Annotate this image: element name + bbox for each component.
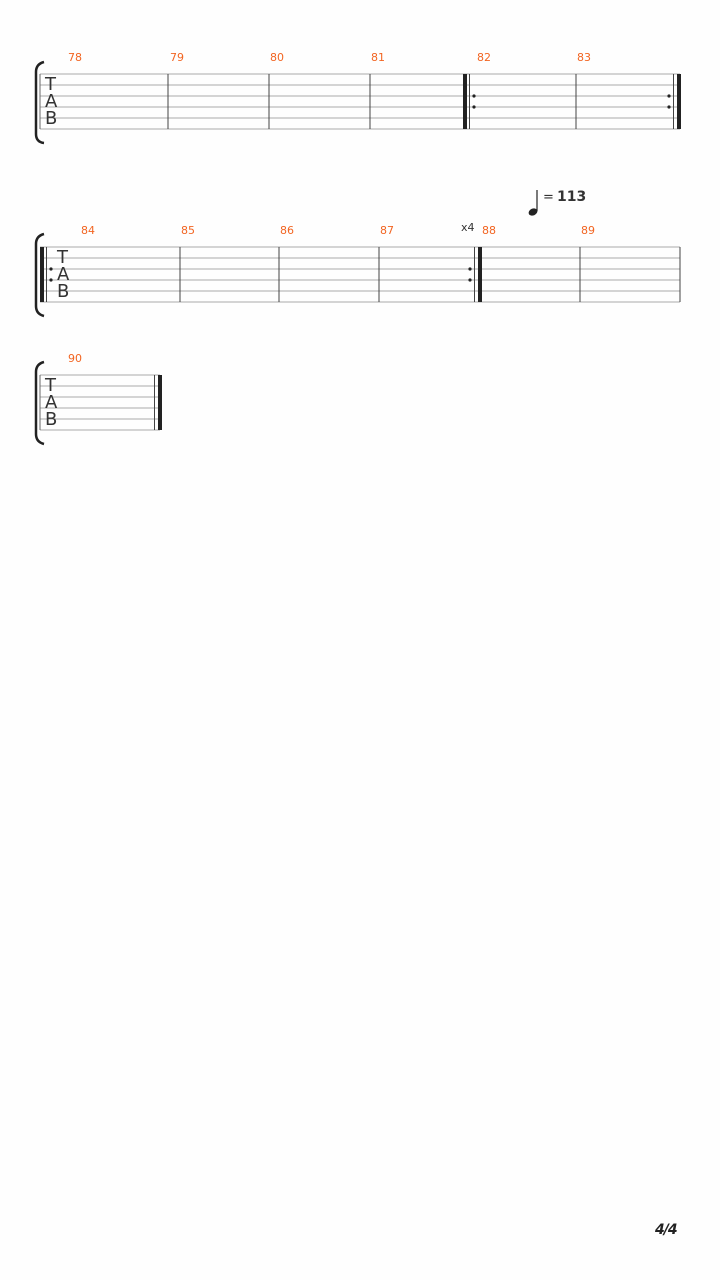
measure-number: 81 <box>371 51 385 64</box>
tab-clef-a: A <box>45 91 58 112</box>
tab-clef-a: A <box>57 264 70 285</box>
measure-number: 83 <box>577 51 591 64</box>
measure-number: 87 <box>380 224 394 237</box>
tab-clef-t: T <box>45 74 56 95</box>
page-number: 4/4 <box>655 1222 677 1238</box>
measure-number: 86 <box>280 224 294 237</box>
tempo-equals: = <box>543 190 554 205</box>
measure-number: 79 <box>170 51 184 64</box>
measure-number: 82 <box>477 51 491 64</box>
tab-clef-t: T <box>45 375 56 396</box>
tab-clef-b: B <box>57 281 70 302</box>
measure-number: 88 <box>482 224 496 237</box>
measure-number: 80 <box>270 51 284 64</box>
tab-clef-a: A <box>45 392 58 413</box>
measure-number: 85 <box>181 224 195 237</box>
measure-number: 78 <box>68 51 82 64</box>
tab-clef-t: T <box>57 247 68 268</box>
measure-number: 90 <box>68 352 82 365</box>
measure-number: 89 <box>581 224 595 237</box>
staff-lines-system-3 <box>0 0 720 460</box>
tab-clef-b: B <box>45 108 58 129</box>
tempo-value: 113 <box>557 189 587 205</box>
repeat-count: x4 <box>461 221 475 234</box>
tab-clef-b: B <box>45 409 58 430</box>
measure-number: 84 <box>81 224 95 237</box>
